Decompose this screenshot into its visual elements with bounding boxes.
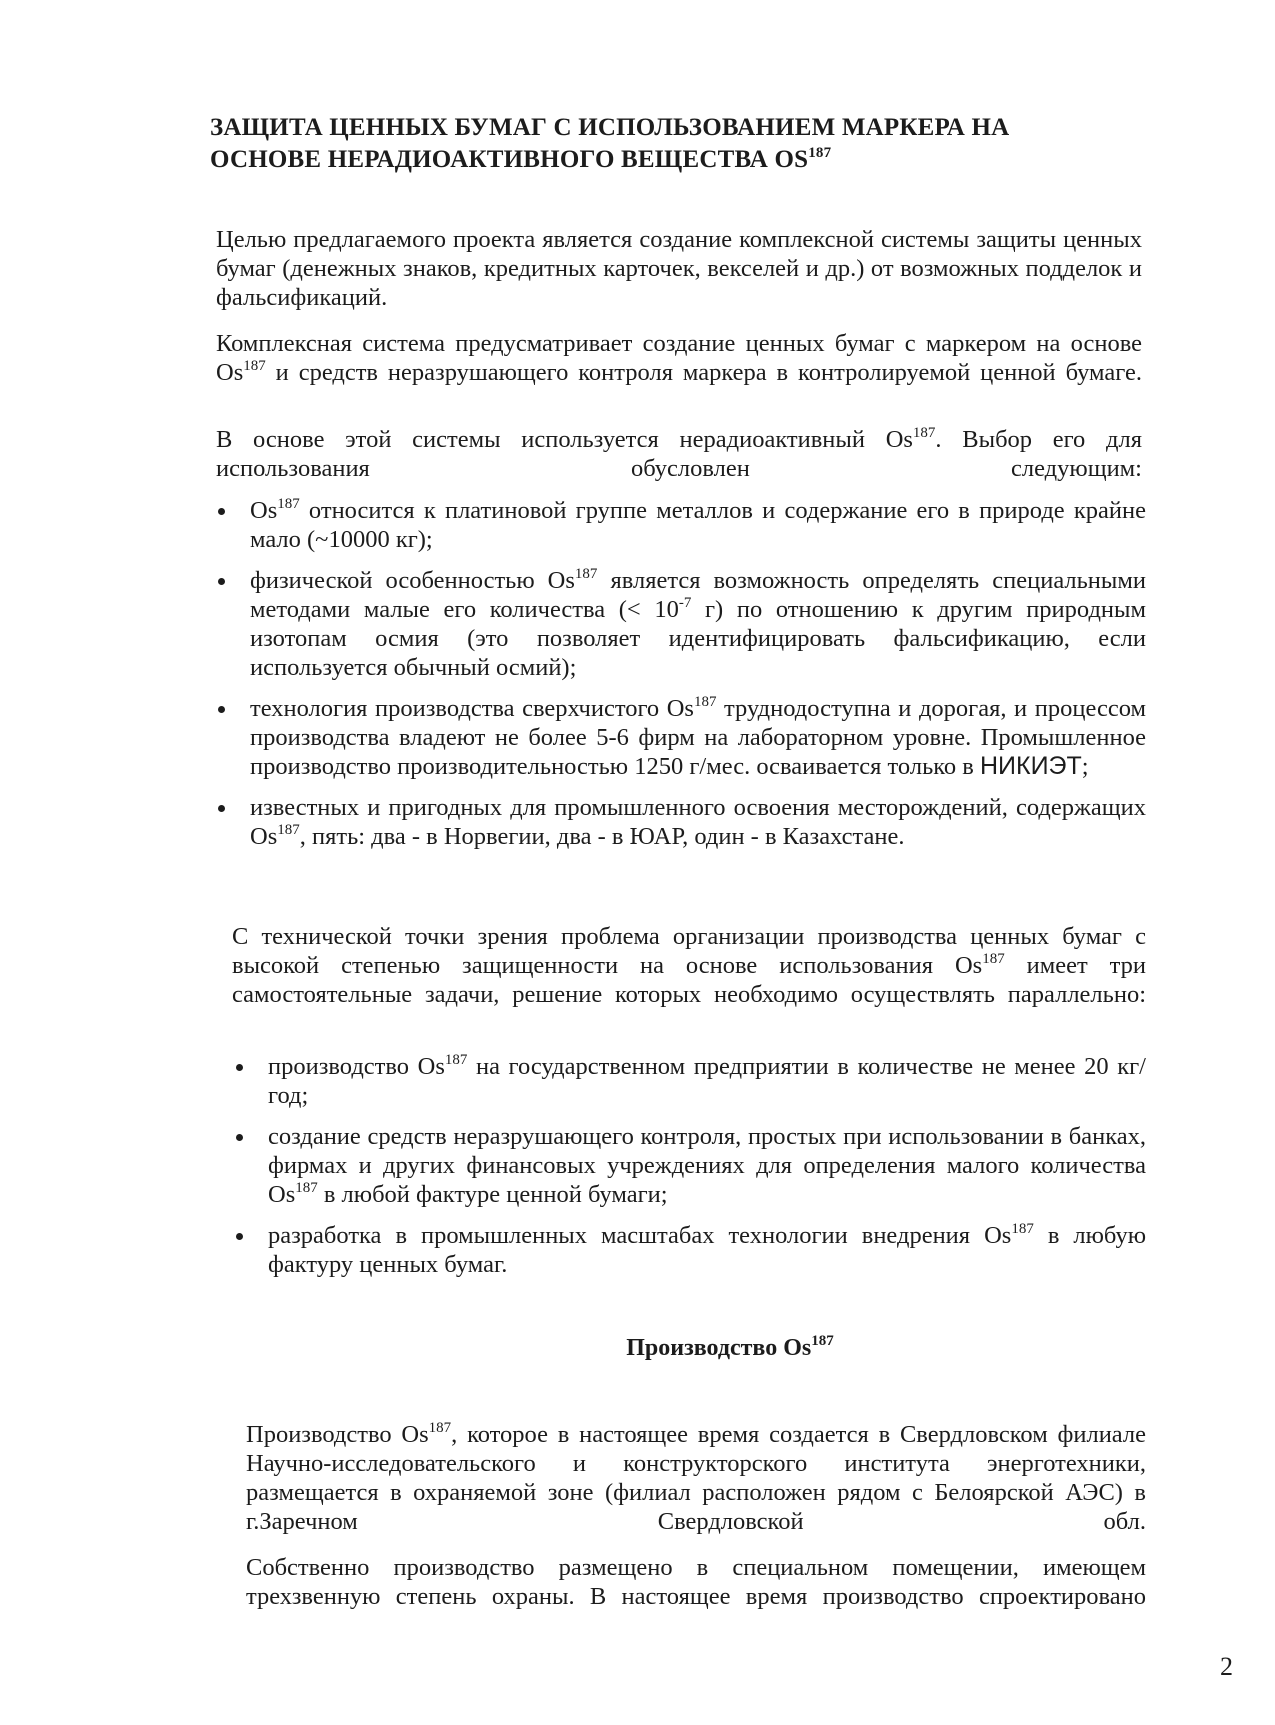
p4-text-b: имеет три самостоятельные задачи, решение которых необходимо осуществлять параллельно: (232, 952, 1146, 1008)
p5-text-b: , которое в настоящее время создается в Свердловском филиале Научно-исследовательского и конструкторского института энерготехники, размещается в охраняемой зоне (филиал расположен рядом с Белоярской АЭС) в г.Заречном Свердловской обл. (246, 1421, 1146, 1535)
list-item: Os$^{187}$ относится к платиновой группе металлов и содержание его в природе крайне мало (~10000 кг); (216, 496, 1146, 554)
tasks-list (234, 1052, 1146, 1291)
p3-sup: 187 (912, 424, 936, 441)
p2-text-a: Комплексная система предусматривает создание ценных бумаг с маркером на основе Os (216, 330, 1142, 386)
p3-text-a: В основе этой системы используется нерадиоактивный Os (216, 426, 913, 453)
section-heading: Производство Os$^{187}$ (626, 1333, 834, 1361)
paragraph-premises-text: Собственно производство размещено в специальном помещении, имеющем трехзвенную степень охраны. В настоящее время производство спроектировано (246, 1554, 1146, 1610)
bullet-icon (236, 1233, 243, 1240)
reasons-list (216, 496, 1146, 863)
p2-sup: 187 (243, 357, 266, 374)
bullet-icon (236, 1064, 243, 1071)
p3-text-b: . Выбор его для использования обусловлен следующим: (216, 426, 1142, 482)
title-superscript: 187 (808, 144, 832, 161)
org-name: НИКИЭТ (980, 752, 1082, 780)
p5-text-a: Производство Os (246, 1421, 429, 1448)
bullet-icon (218, 508, 225, 515)
p2-text-b: и средств неразрушающего контроля маркера в контролируемой ценной бумаге. (265, 359, 1142, 386)
document-title (210, 112, 1140, 176)
list-item: технология производства сверхчистого Os$^{187}$ труднодоступна и дорогая, и процессом производства владеют не более 5-6 фирм на лабораторном уровне. Промышленное производство производительностью 1250 г/мес. осваивается только в НИКИЭТ; (216, 694, 1146, 781)
title-line-1: ЗАЩИТА ЦЕННЫХ БУМАГ С ИСПОЛЬЗОВАНИЕМ МАРКЕРА НА (210, 114, 1010, 141)
paragraph-goal-text: Целью предлагаемого проекта является создание комплексной системы защиты ценных бумаг (денежных знаков, кредитных карточек, векселей и др.) от возможных подделок и фальсификаций. (216, 226, 1142, 311)
p5-sup: 187 (428, 1419, 452, 1436)
list-item: производство Os$^{187}$ на государственном предприятии в количестве не менее 20 кг/год; (234, 1052, 1146, 1110)
title-line-2: ОСНОВЕ НЕРАДИОАКТИВНОГО ВЕЩЕСТВА OS (210, 146, 809, 173)
paragraph-technical (232, 922, 1146, 1038)
bullet-icon (236, 1134, 243, 1141)
page-number: 2 (1220, 1652, 1233, 1681)
p4-text-a: С технической точки зрения проблема организации производства ценных бумаг с высокой степенью защищенности на основе использования Os (232, 923, 1146, 979)
paragraph-premises (246, 1553, 1146, 1640)
list-item: известных и пригодных для промышленного освоения месторождений, содержащих Os$^{187}$, пять: два - в Норвегии, два - в ЮАР, один - в Казахстане. (216, 793, 1146, 851)
list-item: создание средств неразрушающего контроля, простых при использовании в банках, фирмах и других финансовых учреждениях для определения малого количества Os$^{187}$ в любой фактуре ценной бумаги; (234, 1122, 1146, 1209)
paragraph-complex-system (216, 329, 1142, 416)
paragraph-goal (216, 225, 1142, 341)
bullet-icon (218, 805, 225, 812)
bullet-icon (218, 706, 225, 713)
p4-sup: 187 (982, 950, 1005, 967)
list-item: разработка в промышленных масштабах технологии внедрения Os$^{187}$ в любую фактуру ценных бумаг. (234, 1221, 1146, 1279)
bullet-icon (218, 578, 225, 585)
paragraph-production (246, 1420, 1146, 1565)
list-item: физической особенностью Os$^{187}$ является возможность определять специальными методами малые его количества (< $10^{-7}$ г) по отношению к другим природным изотопам осмия (это позволяет идентифицировать фальсификацию, если используется обычный осмий); (216, 566, 1146, 682)
